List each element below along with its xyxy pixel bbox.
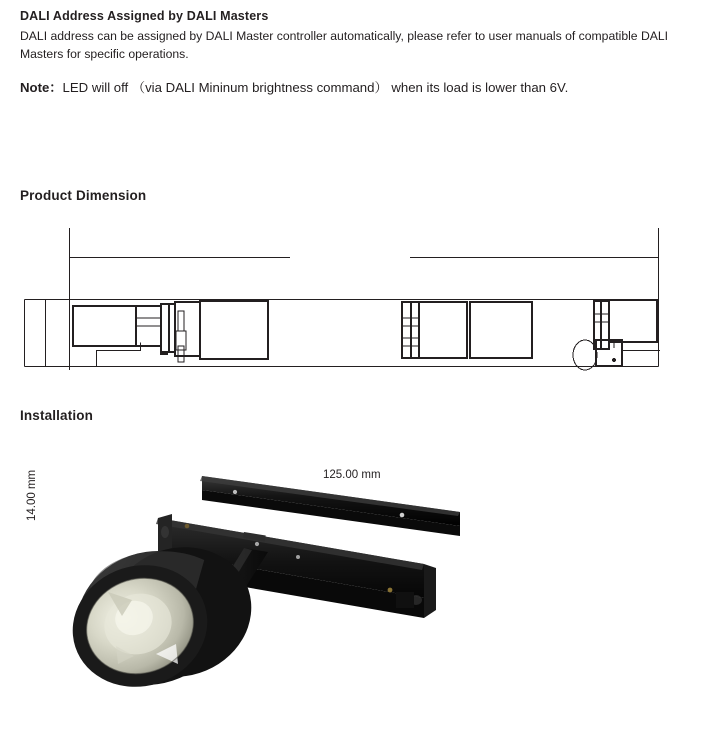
dimension-schematic-svg [0,222,724,387]
component-capacitor-left [73,306,136,346]
component-core-a [161,304,169,352]
product-photo-illustration [30,440,500,720]
pin-lower [178,346,184,362]
cover-rail [200,476,460,536]
component-core-d [411,302,419,358]
component-block-right [470,302,532,358]
dali-note [20,72,720,104]
bottom-notch-right [623,351,661,367]
installation-product-photo [30,440,500,720]
dimension-width-label: 125.00 mm [318,469,386,481]
installation-heading: Installation [20,408,94,423]
component-ic-mid [200,301,268,359]
note-label: Note： [20,80,63,95]
component-transformer [175,302,200,356]
component-block-far-right [609,300,657,342]
component-round [573,340,597,370]
pin-upper [178,311,184,331]
component-core-c [402,302,411,358]
component-core-f [601,301,609,349]
note-text: LED will off （via DALI Mininum brightness command） when its load is lower than 6V. [62,80,569,95]
dali-address-heading: DALI Address Assigned by DALI Masters [20,9,269,23]
component-block-mid [419,302,467,358]
product-dimension-heading: Product Dimension [20,188,147,203]
component-dot [612,358,615,361]
dali-address-paragraph: DALI address can be assigned by DALI Master controller automatically, please refer to user manuals of compatible DALI Masters for specific operations. [20,29,669,61]
dimension-height-label: 14.00 mm [26,469,38,521]
